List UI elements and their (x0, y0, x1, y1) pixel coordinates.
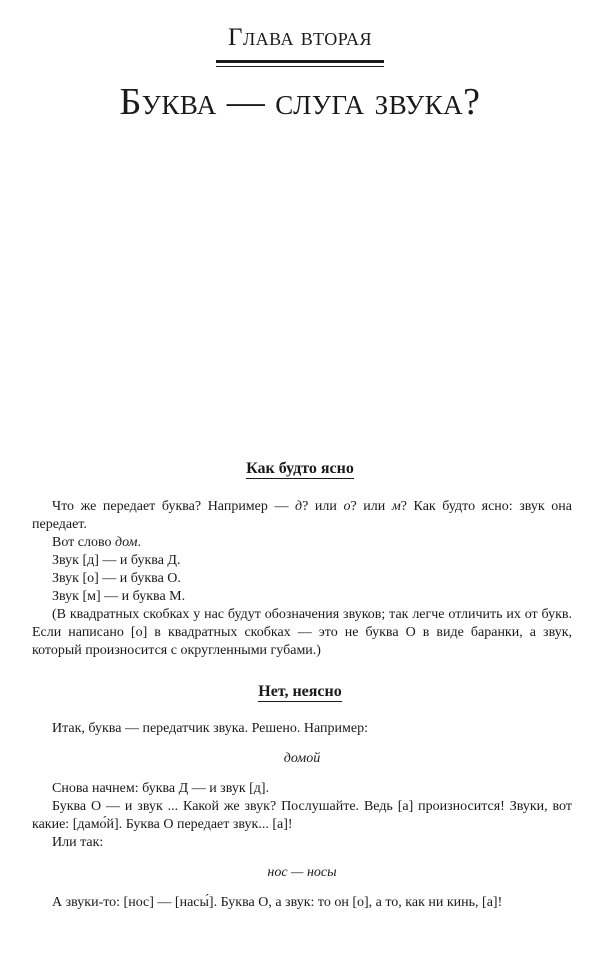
paragraph: Звук [м] — и буква М. (52, 589, 186, 604)
example-word: нос — носы (267, 865, 337, 880)
paragraph: Итак, буква — передатчик звука. Решено. Например: (52, 721, 368, 736)
example-word: домой (283, 751, 321, 766)
paragraph: Вот слово дом. (52, 535, 141, 550)
title-rule-thick (216, 60, 384, 63)
paragraph: Или так: (52, 835, 104, 850)
section-heading-2 (0, 683, 600, 701)
paragraph: Звук [д] — и буква Д. (52, 553, 181, 568)
paragraph: (В квадратных скобках у нас будут обозначения звуков; так легче отличить их от букв. Если написано [о] в квадратных скобках — это не буква О в виде баранки, а звук, который произносится с округленными губами.) (32, 607, 572, 658)
section-heading-1 (0, 460, 600, 478)
paragraph: Буква О — и звук ... Какой же звук? Послушайте. Ведь [а] произносится! Звуки, вот какие: [дамо́й]. Буква О передает звук... [а]! (32, 799, 572, 832)
title-rule-thin (216, 66, 384, 67)
paragraph: Снова начнем: буква Д — и звук [д]. (52, 781, 270, 796)
paragraph: Что же передает буква? Например — д? или о? или м? Как будто ясно: звук она передает. (32, 499, 572, 532)
section-heading-1-text: Как будто ясно (246, 460, 354, 477)
section-heading-2-text: Нет, неясно (258, 683, 342, 700)
chapter-title: Буква — слуга звука? (119, 81, 481, 123)
paragraph: Звук [о] — и буква О. (52, 571, 181, 586)
chapter-label: Глава вторая (227, 24, 373, 51)
section-2-body (32, 720, 572, 912)
paragraph: А звуки-то: [нос] — [насы́]. Буква О, а звук: то он [о], а то, как ни кинь, [а]! (52, 895, 503, 910)
section-1-body (32, 498, 572, 660)
